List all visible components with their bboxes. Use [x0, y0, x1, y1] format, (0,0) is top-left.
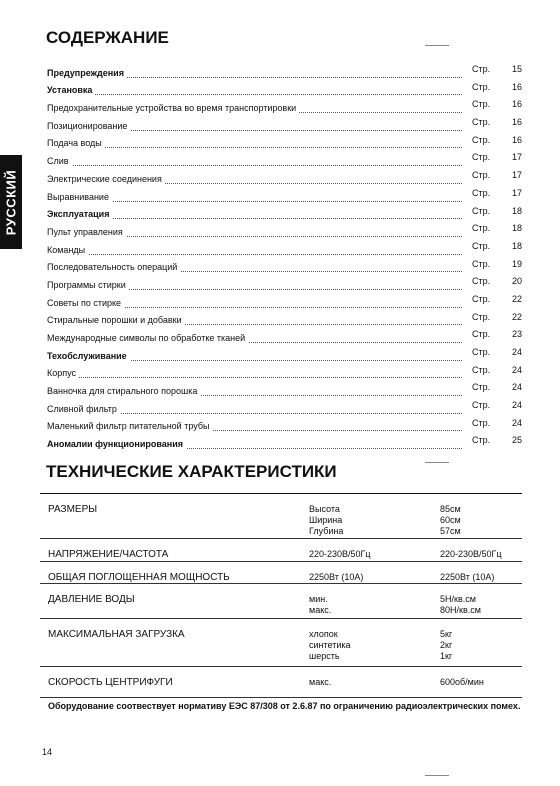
spec-label: НАПРЯЖЕНИЕ/ЧАСТОТА	[48, 549, 169, 560]
toc-entry	[47, 63, 522, 81]
specs-title: ТЕХНИЧЕСКИЕ ХАРАКТЕРИСТИКИ	[46, 462, 337, 481]
toc-entry-title: Предупреждения	[47, 68, 127, 78]
spec-label: РАЗМЕРЫ	[48, 504, 98, 515]
section-rule	[425, 462, 449, 463]
spec-row	[40, 619, 522, 667]
toc-entry-prefix: Стр.	[472, 170, 491, 181]
toc-entry	[47, 222, 522, 240]
toc-entry-page: 15	[511, 64, 522, 74]
spec-condition: 220-230В/50Гц	[309, 549, 371, 559]
toc-entry	[47, 293, 522, 311]
toc-entry-page: 23	[511, 329, 522, 340]
toc-entry-page: 22	[511, 311, 522, 322]
toc-entry-page: 16	[511, 81, 522, 92]
spec-label: ОБЩАЯ ПОГЛОЩЕННАЯ МОЩНОСТЬ	[48, 572, 230, 583]
toc-entry-title: Сливной фильтр	[47, 404, 120, 414]
toc-entry-title: Техобслуживание	[47, 351, 130, 361]
toc-entry-title: Выравнивание	[47, 192, 112, 202]
toc-entry-title: Установка	[47, 85, 95, 95]
toc-entry	[47, 240, 522, 258]
spec-row	[40, 584, 522, 619]
toc-entry-page: 25	[511, 435, 522, 446]
toc-entry-title: Пульт управления	[47, 227, 126, 237]
language-tab	[0, 155, 22, 249]
toc-entry-title: Корпус	[47, 368, 79, 378]
toc-entry	[47, 399, 522, 417]
toc-entry	[47, 134, 522, 152]
toc-entry-page: 17	[511, 152, 522, 163]
toc-entry	[47, 364, 522, 382]
toc-entry	[47, 151, 522, 169]
specs-table	[40, 493, 522, 698]
table-of-contents	[47, 63, 522, 452]
toc-entry-prefix: Стр.	[472, 347, 491, 357]
toc-entry-title: Стиральные порошки и добавки	[47, 315, 185, 325]
spec-condition: макс.	[309, 677, 332, 687]
toc-entry	[47, 328, 522, 346]
spec-condition: мин. макс.	[309, 594, 332, 615]
spec-row	[40, 494, 522, 539]
toc-entry-page: 24	[511, 382, 522, 393]
spec-value: 85см 60см 57см	[440, 504, 461, 536]
leader-dots	[47, 254, 462, 255]
toc-entry-title: Последовательность операций	[47, 262, 180, 272]
leader-dots	[47, 147, 462, 148]
toc-entry-prefix: Стр.	[472, 364, 491, 375]
toc-entry-title: Электрические соединения	[47, 174, 165, 184]
toc-entry	[47, 417, 522, 435]
toc-entry-title: Команды	[47, 245, 88, 255]
toc-entry-prefix: Стр.	[472, 64, 491, 74]
toc-entry-title: Слив	[47, 156, 72, 166]
spec-row	[40, 667, 522, 698]
toc-entry-title: Ванночка для стирального порошка	[47, 386, 200, 396]
spec-row	[40, 539, 522, 562]
toc-entry-page: 17	[511, 187, 522, 198]
toc-entry	[47, 258, 522, 276]
toc-entry-page: 24	[511, 364, 522, 375]
toc-entry	[47, 187, 522, 205]
toc-entry-page: 16	[511, 99, 522, 110]
toc-entry-page: 22	[511, 293, 522, 304]
toc-entry-prefix: Стр.	[472, 205, 491, 216]
spec-row	[40, 562, 522, 584]
toc-entry-prefix: Стр.	[472, 435, 491, 446]
toc-entry-prefix: Стр.	[472, 99, 491, 110]
toc-entry	[47, 311, 522, 329]
toc-entry-prefix: Стр.	[472, 187, 491, 198]
toc-entry-title: Программы стирки	[47, 280, 129, 290]
toc-entry	[47, 434, 522, 452]
toc-entry-title: Маленький фильтр питательной трубы	[47, 421, 212, 431]
spec-label: МАКСИМАЛЬНАЯ ЗАГРУЗКА	[48, 629, 185, 640]
spec-condition: хлопок синтетика шерсть	[309, 629, 351, 661]
footer-rule	[425, 775, 449, 776]
spec-condition: 2250Вт (10А)	[309, 572, 364, 582]
toc-entry-page: 20	[511, 276, 522, 287]
toc-entry	[47, 116, 522, 134]
spec-value: 2250Вт (10А)	[440, 572, 495, 582]
toc-entry-page: 24	[511, 417, 522, 428]
toc-entry	[47, 381, 522, 399]
toc-entry	[47, 169, 522, 187]
spec-label: СКОРОСТЬ ЦЕНТРИФУГИ	[48, 677, 173, 688]
toc-entry-page: 16	[511, 134, 522, 145]
toc-entry	[47, 205, 522, 223]
leader-dots	[47, 165, 462, 166]
toc-entry-title: Предохранительные устройства во время транспортировки	[47, 103, 299, 113]
toc-entry	[47, 98, 522, 116]
spec-value: 220-230В/50Гц	[440, 549, 502, 559]
leader-dots	[47, 94, 462, 95]
toc-entry-title: Советы по стирке	[47, 298, 124, 308]
toc-entry	[47, 275, 522, 293]
toc-entry-title: Международные символы по обработке тканей	[47, 333, 248, 343]
toc-entry-prefix: Стр.	[472, 382, 491, 393]
leader-dots	[47, 377, 462, 378]
toc-entry-page: 16	[511, 117, 522, 128]
toc-entry-prefix: Стр.	[472, 293, 491, 304]
spec-value: 600об/мин	[440, 677, 484, 687]
spec-value: 5Н/кв.см 80Н/кв.см	[440, 594, 481, 615]
toc-entry-title: Подача воды	[47, 138, 105, 148]
contents-title: СОДЕРЖАНИЕ	[46, 28, 169, 47]
page-number: 14	[42, 747, 53, 757]
toc-entry-title: Позиционирование	[47, 121, 130, 131]
toc-entry-page: 24	[511, 347, 522, 357]
toc-entry-prefix: Стр.	[472, 81, 491, 92]
toc-entry-page: 19	[511, 258, 522, 269]
compliance-note: Оборудование соотвествует нормативу ЕЭС 87/308 от 2.6.87 по ограничению радиоэлектрических помех.	[48, 701, 521, 711]
header-rule	[425, 45, 449, 46]
toc-entry-title: Аномалии функционирования	[47, 439, 186, 449]
toc-entry-prefix: Стр.	[472, 117, 491, 128]
toc-entry-prefix: Стр.	[472, 258, 491, 269]
toc-entry-prefix: Стр.	[472, 152, 491, 163]
toc-entry	[47, 81, 522, 99]
spec-condition: Высота Ширина Глубина	[309, 504, 344, 536]
toc-entry-page: 18	[511, 223, 522, 234]
spec-label: ДАВЛЕНИЕ ВОДЫ	[48, 594, 135, 605]
toc-entry-title: Эксплуатация	[47, 209, 112, 219]
toc-entry-prefix: Стр.	[472, 417, 491, 428]
language-tab-label: РУССКИЙ	[3, 169, 19, 235]
toc-entry-prefix: Стр.	[472, 240, 491, 251]
toc-entry-prefix: Стр.	[472, 134, 491, 145]
toc-entry-prefix: Стр.	[472, 400, 491, 411]
toc-entry-prefix: Стр.	[472, 329, 491, 340]
spec-value: 5кг 2кг 1кг	[440, 629, 453, 661]
toc-entry-prefix: Стр.	[472, 223, 491, 234]
toc-entry-prefix: Стр.	[472, 276, 491, 287]
toc-entry-page: 18	[511, 205, 522, 216]
toc-entry-page: 24	[511, 400, 522, 411]
toc-entry	[47, 346, 522, 364]
toc-entry-prefix: Стр.	[472, 311, 491, 322]
toc-entry-page: 17	[511, 170, 522, 181]
toc-entry-page: 18	[511, 240, 522, 251]
